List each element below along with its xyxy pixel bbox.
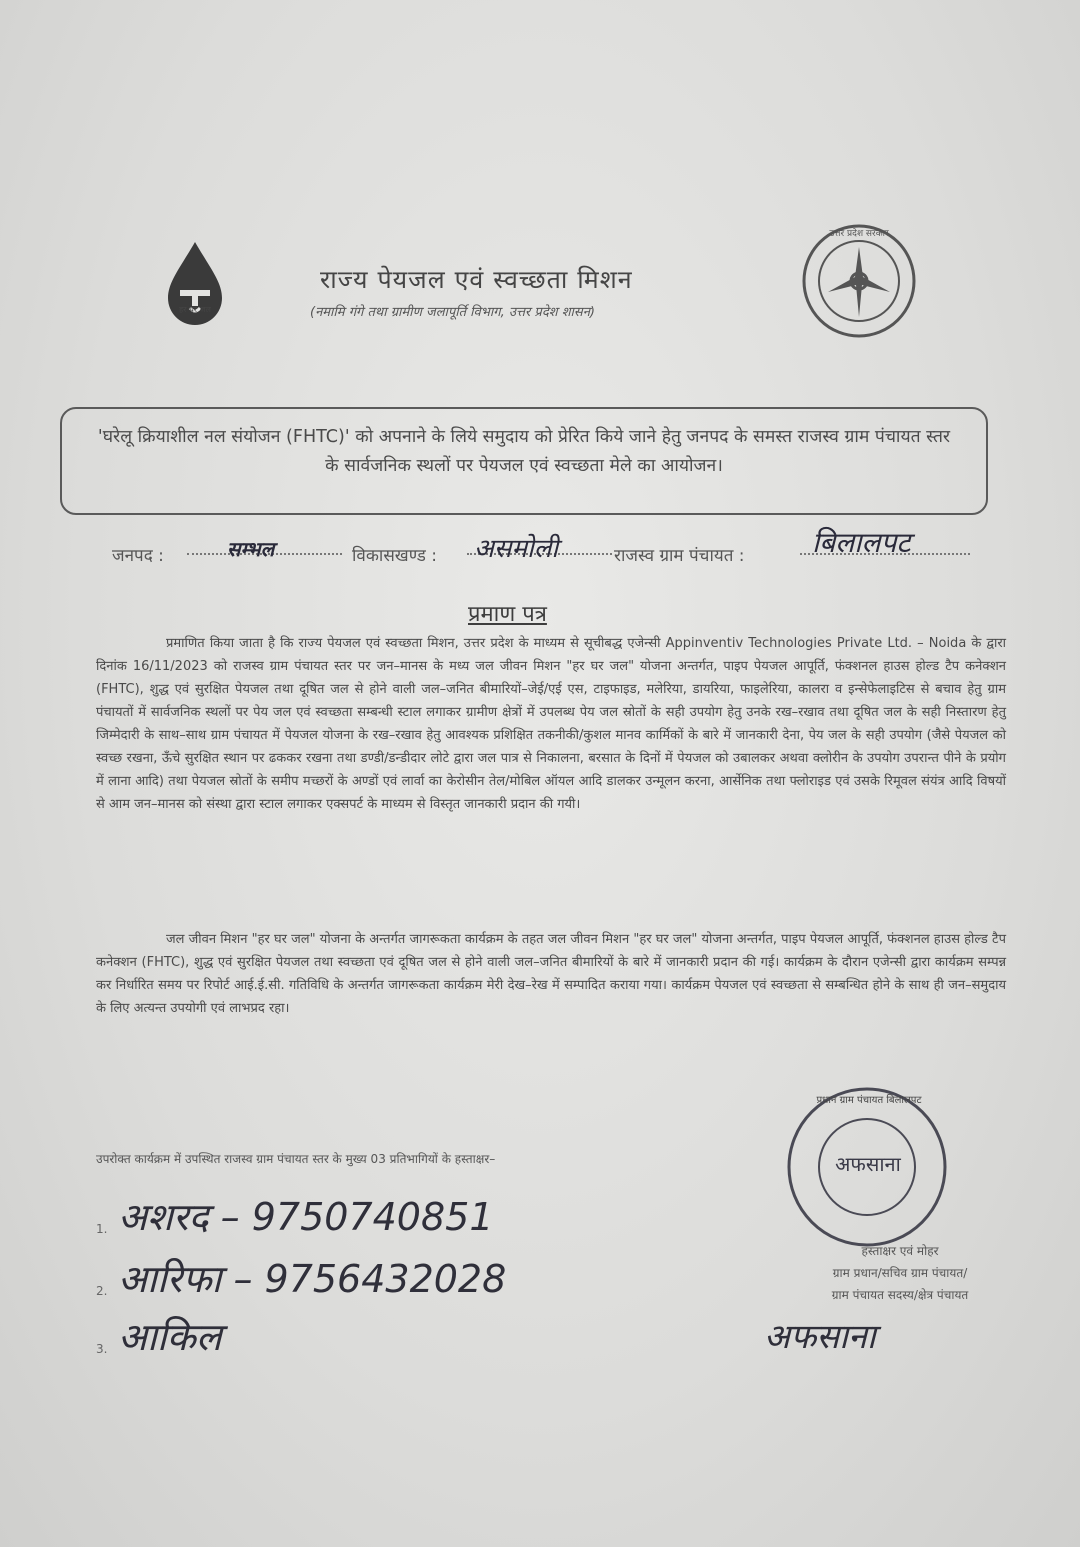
logo-caption: हर घर जल	[179, 305, 211, 314]
stamp-ring-text: प्रधान ग्राम पंचायत बिलालपट	[816, 1095, 922, 1106]
jal-jeevan-mission-logo	[150, 238, 240, 348]
authority-caption	[790, 1240, 1010, 1306]
seal-text: उत्तर प्रदेश सरकार	[829, 229, 889, 239]
caption-line-2: ग्राम प्रधान/सचिव ग्राम पंचायत/	[832, 1266, 968, 1280]
participant-signature-2	[96, 1252, 507, 1304]
page-title: राज्य पेयजल एवं स्वच्छता मिशन	[320, 265, 633, 294]
participant-number: 1.	[96, 1222, 108, 1236]
caption-line-3: ग्राम पंचायत सदस्य/क्षेत्र पंचायत	[831, 1288, 969, 1302]
certificate-paragraph-2: जल जीवन मिशन "हर घर जल" योजना के अन्तर्गत जागरूकता कार्यक्रम के तहत जल जीवन मिशन "हर घर जल" योजना अन्तर्गत, पाइप पेयजल आपूर्ति, फंक्शनल हाउस होल्ड टैप कनेक्शन (FHTC), शुद्ध एवं सुरक्षित पेयजल तथा स्वच्छता एवं दूषित जल से होने वाली जल–जनित बीमारियों के बारे में जानकारी प्रदान की गई। कार्यक्रम के दौरान एजेन्सी द्वारा कार्यक्रम सम्पन्न कर निर्धारित समय पर रिपोर्ट आई.ई.सी. गतिविधि के अन्तर्गत जागरूकता कार्यक्रम मेरी देख–रेख में सम्पादित कराया गया। कार्यक्रम पेयजल एवं स्वच्छता से सम्बन्धित होने के साथ ही जन–समुदाय के लिए अत्यन्त उपयोगी एवं लाभप्रद रहा।	[96, 932, 1006, 1016]
location-fields	[112, 526, 1012, 575]
caption-line-1: हस्ताक्षर एवं मोहर	[861, 1244, 939, 1258]
certificate-paragraph-1: प्रमाणित किया जाता है कि राज्य पेयजल एवं स्वच्छता मिशन, उत्तर प्रदेश के माध्यम से सूचीबद्ध एजेन्सी Appinventiv Technologies Private Ltd. – Noida के द्वारा दिनांक 16/11/2023 को राजस्व ग्राम पंचायत स्तर पर जन–मानस के मध्य जल जीवन मिशन "हर घर जल" योजना अन्तर्गत, पाइप पेयजल आपूर्ति, फंक्शनल हाउस होल्ड टैप कनेक्शन (FHTC), शुद्ध एवं सुरक्षित पेयजल तथा दूषित जल से होने वाली जल–जनित बीमारियों–जेई/एई एस, टाइफाइड, मलेरिया, डायरिया, फाइलेरिया, कालरा व इन्सेफेलाइटिस से बचाव हेतु ग्राम पंचायतों में सार्वजनिक स्थलों पर पेय जल एवं स्वच्छता सम्बन्धी स्टाल लगाकर ग्रामीण क्षेत्रों में उपलब्ध पेय जल स्रोतों के सही उपयोग हेतु उनके रख–रखाव तथा दूषित जल के सही निस्तारण हेतु जिम्मेदारी के साथ–साथ ग्राम पंचायत में पेयजल योजना के रख–रखाव हेतु आवश्यक प्रशिक्षित तकनीकी/कुशल मानव कार्मिकों के बारे में जानकारी देना, पेय जल के सही उपयोग (जैसे पेयजल को स्वच्छ रखना, ऊँचे सुरक्षित स्थान पर ढककर रखना तथा डण्डी/डन्डीदार लोटे द्वारा जल पात्र से निकालना, बरसात के दिनों में पेयजल को उबालकर अथवा क्लोरीन के उपयोग उपरान्त पीने के प्रयोग में लाना आदि) तथा पेयजल स्रोतों के समीप मच्छरों के अण्डों एवं लार्वा का केरोसीन तेल/मोबिल ऑयल आदि डालकर उन्मूलन करना, आर्सेनिक तथा फ्लोराइड एवं उसके रिमूवल संयंत्र आदि विषयों से आम जन–मानस को संस्था द्वारा स्टाल लगाकर एक्सपर्ट के माध्यम से विस्तृत जानकारी प्रदान की गयी।	[96, 636, 1006, 812]
block-value: असमोली	[474, 534, 559, 564]
block-label: विकासखण्ड :	[352, 546, 438, 566]
participant-signature-text: आकिल	[118, 1315, 222, 1359]
stamp-name: अफसाना	[835, 1152, 901, 1176]
district-label: जनपद :	[112, 546, 164, 566]
district-value: सम्भल	[227, 537, 275, 561]
certificate-title: प्रमाण पत्र	[468, 602, 547, 627]
participant-signature-1	[96, 1190, 494, 1242]
pradhan-signature: अफसाना	[764, 1317, 876, 1357]
participants-label: उपरोक्त कार्यक्रम में उपस्थित राजस्व ग्राम पंचायत स्तर के मुख्य 03 प्रतिभागियों के हस्ताक्षर–	[96, 1152, 496, 1166]
participant-signature-text: अशरद – 9750740851	[118, 1195, 494, 1239]
participant-number: 3.	[96, 1342, 108, 1356]
page-subtitle: (नमामि गंगे तथा ग्रामीण जलापूर्ति विभाग, उत्तर प्रदेश शासन)	[310, 305, 595, 320]
participant-signature-text: आरिफा – 9756432028	[118, 1257, 507, 1301]
event-banner	[60, 407, 988, 515]
participant-signature-3	[96, 1310, 222, 1362]
participant-number: 2.	[96, 1284, 108, 1298]
panchayat-value: बिलालपट	[812, 526, 911, 559]
up-government-seal	[800, 222, 918, 340]
panchayat-label: राजस्व ग्राम पंचायत :	[614, 546, 745, 566]
banner-text: 'घरेलू क्रियाशील नल संयोजन (FHTC)' को अपनाने के लिये समुदाय को प्रेरित किये जाने हेतु जनपद के समस्त राजस्व ग्राम पंचायत स्तर के सार्वजनिक स्थलों पर पेयजल एवं स्वच्छता मेले का आयोजन।	[97, 427, 951, 476]
